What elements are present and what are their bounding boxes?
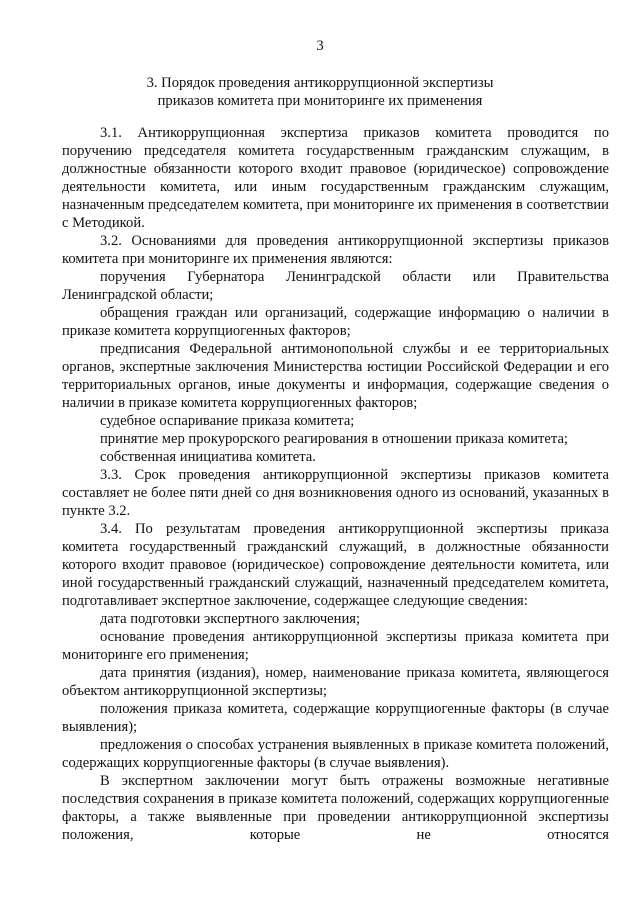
section-heading-line-2: приказов комитета при мониторинге их применения <box>157 93 483 109</box>
conclusion-item-order-details: дата принятия (издания), номер, наименование приказа комитета, являющегося объектом антикоррупционной экспертизы; <box>62 665 609 699</box>
conclusion-item-basis: основание проведения антикоррупционной экспертизы приказа комитета при мониторинге его применения; <box>62 629 609 663</box>
basis-item-governor: поручения Губернатора Ленинградской области или Правительства Ленинградской области; <box>62 269 609 303</box>
paragraph-3-2: 3.2. Основаниями для проведения антикоррупционной экспертизы приказов комитета при мониторинге их применения являются: <box>62 233 609 267</box>
basis-item-own-initiative: собственная инициатива комитета. <box>100 449 316 465</box>
page-number: 3 <box>316 38 324 54</box>
section-heading-line-1: 3. Порядок проведения антикоррупционной экспертизы <box>146 75 494 91</box>
paragraph-3-4: 3.4. По результатам проведения антикоррупционной экспертизы приказа комитета государственный гражданский служащий, в должностные обязанности которого входит правовое (юридическое) сопровождение деятельности комитета, или иной государственный гражданский служащий, назначенный председателем комитета, подготавливает экспертное заключение, содержащее следующие сведения: <box>62 521 609 609</box>
conclusion-item-provisions: положения приказа комитета, содержащие коррупциогенные факторы (в случае выявления); <box>62 701 609 735</box>
basis-item-prosecutor: принятие мер прокурорского реагирования в отношении приказа комитета; <box>100 431 568 447</box>
section-heading <box>0 74 640 110</box>
basis-item-prescriptions: предписания Федеральной антимонопольной службы и ее территориальных органов, экспертные заключения Министерства юстиции Российской Федерации и его территориальных органов, иные документы и информация, содержащие сведения о наличии в приказе комитета коррупциогенных факторов; <box>62 341 609 411</box>
conclusion-item-proposals: предложения о способах устранения выявленных в приказе комитета положений, содержащих коррупциогенные факторы (в случае выявления). <box>62 737 609 771</box>
paragraph-consequences: В экспертном заключении могут быть отражены возможные негативные последствия сохранения в приказе комитета положений, содержащих коррупциогенные факторы, а также выявленные при проведении антикоррупционной экспертизы положения, которые не относятся <box>62 773 609 843</box>
paragraph-3-3: 3.3. Срок проведения антикоррупционной экспертизы приказов комитета составляет не более пяти дней со дня возникновения одного из оснований, указанных в пункте 3.2. <box>62 467 609 519</box>
basis-item-citizen-appeals: обращения граждан или организаций, содержащие информацию о наличии в приказе комитета коррупциогенных факторов; <box>62 305 609 339</box>
paragraph-3-1: 3.1. Антикоррупционная экспертиза приказов комитета проводится по поручению председателя комитета государственным гражданским служащим, в должностные обязанности которого входит правовое (юридическое) сопровождение деятельности комитета, или иным государственным гражданским служащим, назначенным председателем комитета, при мониторинге их применения в соответствии с Методикой. <box>62 125 609 231</box>
basis-item-court-challenge: судебное оспаривание приказа комитета; <box>100 413 355 429</box>
conclusion-item-date: дата подготовки экспертного заключения; <box>100 611 361 627</box>
document-body <box>62 124 609 844</box>
